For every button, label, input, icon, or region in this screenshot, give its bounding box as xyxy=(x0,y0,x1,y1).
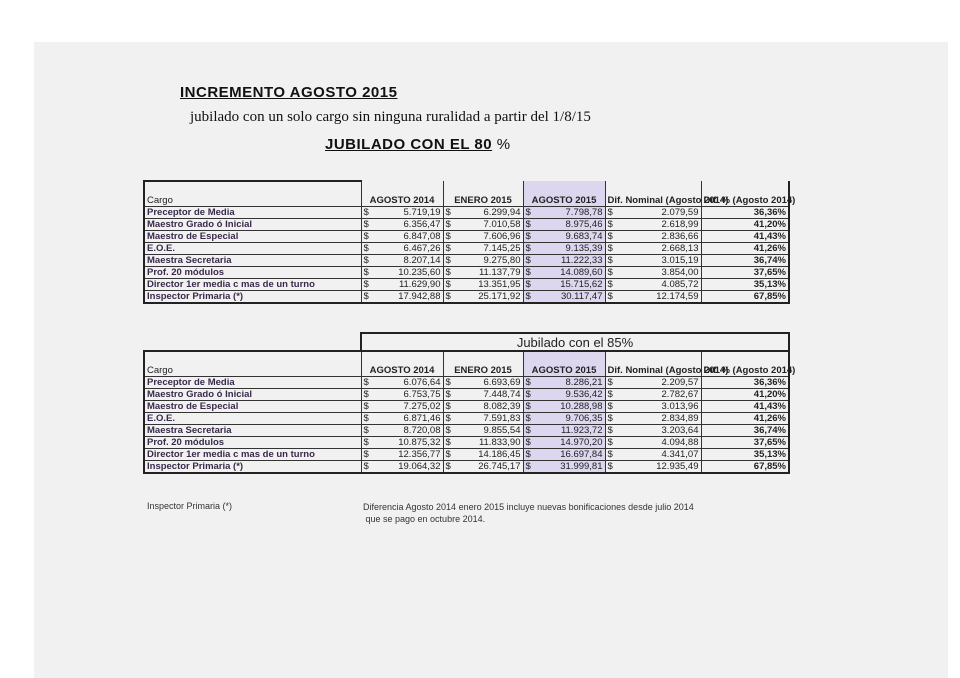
amount: 10.288,98 xyxy=(560,401,603,412)
amount: 4.085,72 xyxy=(661,279,699,290)
money-cell xyxy=(361,461,443,474)
amount: 30.117,47 xyxy=(560,291,603,302)
table-row xyxy=(144,267,789,279)
currency-symbol: $ xyxy=(525,231,531,242)
money-cell xyxy=(523,207,605,219)
amount: 7.010,58 xyxy=(483,219,521,230)
table-row xyxy=(144,425,789,437)
currency-symbol: $ xyxy=(445,461,451,472)
money-cell xyxy=(443,377,523,389)
currency-symbol: $ xyxy=(363,401,369,412)
currency-symbol: $ xyxy=(525,291,531,302)
amount: 11.833,90 xyxy=(478,437,521,448)
table-header-row xyxy=(144,181,789,207)
amount: 19.064,32 xyxy=(398,461,441,472)
currency-symbol: $ xyxy=(525,449,531,460)
money-cell xyxy=(443,291,523,304)
money-cell xyxy=(605,425,701,437)
currency-symbol: $ xyxy=(363,389,369,400)
cargo-cell: Maestro Grado ó Inicial xyxy=(144,219,361,231)
cargo-cell: Inspector Primaria (*) xyxy=(144,461,361,474)
money-cell xyxy=(361,219,443,231)
money-cell xyxy=(523,449,605,461)
amount: 10.235,60 xyxy=(398,267,441,278)
currency-symbol: $ xyxy=(445,413,451,424)
cargo-cell: Inspector Primaria (*) xyxy=(144,291,361,304)
amount: 8.082,39 xyxy=(483,401,521,412)
amount: 3.013,96 xyxy=(661,401,699,412)
amount: 7.275,02 xyxy=(403,401,441,412)
table-row xyxy=(144,291,789,304)
amount: 26.745,17 xyxy=(478,461,521,472)
money-cell xyxy=(523,377,605,389)
money-cell xyxy=(361,243,443,255)
pct-cell: 41,20% xyxy=(701,389,789,401)
currency-symbol: $ xyxy=(525,461,531,472)
currency-symbol: $ xyxy=(525,413,531,424)
currency-symbol: $ xyxy=(363,207,369,218)
currency-symbol: $ xyxy=(525,377,531,388)
section1-pct-sign: % xyxy=(496,136,511,153)
column-header: Cargo xyxy=(144,351,361,377)
amount: 14.186,45 xyxy=(478,449,521,460)
money-cell xyxy=(361,377,443,389)
table-row xyxy=(144,461,789,474)
money-cell xyxy=(523,267,605,279)
currency-symbol: $ xyxy=(607,243,613,254)
currency-symbol: $ xyxy=(445,377,451,388)
pct-cell: 41,43% xyxy=(701,401,789,413)
pct-cell: 67,85% xyxy=(701,461,789,474)
amount: 14.970,20 xyxy=(560,437,603,448)
amount: 11.923,72 xyxy=(560,425,603,436)
amount: 6.356,47 xyxy=(403,219,441,230)
cargo-cell: E.O.E. xyxy=(144,243,361,255)
amount: 5.719,19 xyxy=(403,207,441,218)
money-cell xyxy=(443,449,523,461)
amount: 11.137,79 xyxy=(478,267,521,278)
amount: 2.618,99 xyxy=(661,219,699,230)
amount: 8.975,46 xyxy=(565,219,603,230)
currency-symbol: $ xyxy=(607,267,613,278)
currency-symbol: $ xyxy=(607,461,613,472)
amount: 3.203,64 xyxy=(661,425,699,436)
currency-symbol: $ xyxy=(363,437,369,448)
money-cell xyxy=(605,219,701,231)
currency-symbol: $ xyxy=(445,267,451,278)
amount: 2.836,66 xyxy=(661,231,699,242)
money-cell xyxy=(443,255,523,267)
table-title-row xyxy=(144,333,789,351)
money-cell xyxy=(443,219,523,231)
currency-symbol: $ xyxy=(445,243,451,254)
table-row xyxy=(144,207,789,219)
money-cell xyxy=(605,255,701,267)
currency-symbol: $ xyxy=(445,425,451,436)
currency-symbol: $ xyxy=(525,207,531,218)
currency-symbol: $ xyxy=(445,219,451,230)
amount: 25.171,92 xyxy=(478,291,521,302)
money-cell xyxy=(443,279,523,291)
currency-symbol: $ xyxy=(363,461,369,472)
amount: 3.015,19 xyxy=(661,255,699,266)
money-cell xyxy=(443,425,523,437)
money-cell xyxy=(605,267,701,279)
money-cell xyxy=(361,401,443,413)
pct-cell: 41,20% xyxy=(701,219,789,231)
money-cell xyxy=(443,243,523,255)
currency-symbol: $ xyxy=(363,279,369,290)
amount: 17.942,88 xyxy=(398,291,441,302)
money-cell xyxy=(523,291,605,304)
amount: 7.448,74 xyxy=(483,389,521,400)
pct-cell: 35,13% xyxy=(701,279,789,291)
currency-symbol: $ xyxy=(525,437,531,448)
money-cell xyxy=(361,413,443,425)
footnote-label: Inspector Primaria (*) xyxy=(147,501,233,511)
amount: 9.855,54 xyxy=(483,425,521,436)
cargo-cell: Maestro Grado ó Inicial xyxy=(144,389,361,401)
table-row xyxy=(144,231,789,243)
salary-table-80 xyxy=(143,180,796,304)
amount: 15.715,62 xyxy=(560,279,603,290)
cargo-cell: Maestra Secretaria xyxy=(144,425,361,437)
amount: 12.935,49 xyxy=(656,461,699,472)
cargo-cell: Maestro de Especial xyxy=(144,231,361,243)
table-header-row xyxy=(144,351,789,377)
column-header: AGOSTO 2015 xyxy=(523,351,605,377)
currency-symbol: $ xyxy=(525,267,531,278)
currency-symbol: $ xyxy=(525,279,531,290)
cargo-cell: Prof. 20 módulos xyxy=(144,437,361,449)
money-cell xyxy=(605,243,701,255)
money-cell xyxy=(523,279,605,291)
footnote-text xyxy=(363,501,694,525)
section1-title-text: JUBILADO CON EL 80 xyxy=(325,136,493,153)
currency-symbol: $ xyxy=(607,449,613,460)
amount: 8.720,08 xyxy=(403,425,441,436)
amount: 2.782,67 xyxy=(661,389,699,400)
currency-symbol: $ xyxy=(607,207,613,218)
amount: 8.286,21 xyxy=(565,377,603,388)
amount: 2.079,59 xyxy=(661,207,699,218)
amount: 6.693,69 xyxy=(483,377,521,388)
document-subtitle: jubilado con un solo cargo sin ninguna ruralidad a partir del 1/8/15 xyxy=(190,109,591,125)
column-header: ENERO 2015 xyxy=(443,181,523,207)
money-cell xyxy=(605,449,701,461)
currency-symbol: $ xyxy=(607,219,613,230)
money-cell xyxy=(605,401,701,413)
money-cell xyxy=(361,449,443,461)
amount: 10.875,32 xyxy=(398,437,441,448)
money-cell xyxy=(443,207,523,219)
currency-symbol: $ xyxy=(363,231,369,242)
table-row xyxy=(144,219,789,231)
table-row xyxy=(144,389,789,401)
currency-symbol: $ xyxy=(525,425,531,436)
amount: 14.089,60 xyxy=(560,267,603,278)
amount: 8.207,14 xyxy=(403,255,441,266)
pct-cell: 67,85% xyxy=(701,291,789,304)
currency-symbol: $ xyxy=(525,389,531,400)
currency-symbol: $ xyxy=(445,401,451,412)
money-cell xyxy=(443,389,523,401)
money-cell xyxy=(361,267,443,279)
money-cell xyxy=(605,291,701,304)
amount: 4.094,88 xyxy=(661,437,699,448)
amount: 6.076,64 xyxy=(403,377,441,388)
money-cell xyxy=(605,389,701,401)
currency-symbol: $ xyxy=(607,425,613,436)
amount: 4.341,07 xyxy=(661,449,699,460)
amount: 9.706,35 xyxy=(565,413,603,424)
pct-cell: 37,65% xyxy=(701,437,789,449)
money-cell xyxy=(605,437,701,449)
cargo-cell: Director 1er media c mas de un turno xyxy=(144,279,361,291)
cargo-cell: Maestra Secretaria xyxy=(144,255,361,267)
pct-cell: 36,74% xyxy=(701,255,789,267)
money-cell xyxy=(523,255,605,267)
amount: 11.222,33 xyxy=(560,255,603,266)
pct-cell: 36,36% xyxy=(701,207,789,219)
table-row xyxy=(144,279,789,291)
currency-symbol: $ xyxy=(363,449,369,460)
currency-symbol: $ xyxy=(607,401,613,412)
cargo-cell: E.O.E. xyxy=(144,413,361,425)
amount: 9.536,42 xyxy=(565,389,603,400)
currency-symbol: $ xyxy=(607,231,613,242)
pct-cell: 37,65% xyxy=(701,267,789,279)
pct-cell: 41,26% xyxy=(701,413,789,425)
amount: 6.299,94 xyxy=(483,207,521,218)
amount: 11.629,90 xyxy=(398,279,441,290)
money-cell xyxy=(361,437,443,449)
column-header: AGOSTO 2015 xyxy=(523,181,605,207)
section1-title xyxy=(325,136,511,153)
money-cell xyxy=(523,425,605,437)
money-cell xyxy=(605,231,701,243)
money-cell xyxy=(605,377,701,389)
footnote-line-1: Diferencia Agosto 2014 enero 2015 incluye nuevas bonificaciones desde julio 2014 xyxy=(363,502,694,512)
amount: 6.753,75 xyxy=(403,389,441,400)
money-cell xyxy=(443,437,523,449)
money-cell xyxy=(361,255,443,267)
currency-symbol: $ xyxy=(607,437,613,448)
currency-symbol: $ xyxy=(363,219,369,230)
amount: 2.834,89 xyxy=(661,413,699,424)
amount: 7.606,96 xyxy=(483,231,521,242)
table-title: Jubilado con el 85% xyxy=(361,333,789,351)
table-row xyxy=(144,413,789,425)
currency-symbol: $ xyxy=(445,389,451,400)
money-cell xyxy=(443,267,523,279)
table-row xyxy=(144,377,789,389)
currency-symbol: $ xyxy=(445,449,451,460)
amount: 6.467,26 xyxy=(403,243,441,254)
currency-symbol: $ xyxy=(525,401,531,412)
money-cell xyxy=(605,207,701,219)
amount: 7.145,25 xyxy=(483,243,521,254)
money-cell xyxy=(361,425,443,437)
money-cell xyxy=(523,243,605,255)
pct-cell: 41,43% xyxy=(701,231,789,243)
currency-symbol: $ xyxy=(607,377,613,388)
column-header: Cargo xyxy=(144,181,361,207)
amount: 9.683,74 xyxy=(565,231,603,242)
column-header: Dif. Nominal (Agosto 2014) xyxy=(605,351,701,377)
money-cell xyxy=(523,437,605,449)
column-header: Dif. % (Agosto 2014) xyxy=(701,351,789,377)
currency-symbol: $ xyxy=(445,437,451,448)
cargo-cell: Director 1er media c mas de un turno xyxy=(144,449,361,461)
money-cell xyxy=(361,231,443,243)
currency-symbol: $ xyxy=(363,243,369,254)
salary-table-85 xyxy=(143,332,796,474)
amount: 12.174,59 xyxy=(656,291,699,302)
money-cell xyxy=(443,231,523,243)
money-cell xyxy=(605,413,701,425)
table-row xyxy=(144,401,789,413)
currency-symbol: $ xyxy=(445,207,451,218)
table-row xyxy=(144,449,789,461)
money-cell xyxy=(523,231,605,243)
currency-symbol: $ xyxy=(607,389,613,400)
cargo-cell: Maestro de Especial xyxy=(144,401,361,413)
amount: 13.351,95 xyxy=(478,279,521,290)
money-cell xyxy=(443,461,523,474)
cargo-cell: Preceptor de Media xyxy=(144,377,361,389)
pct-cell: 41,26% xyxy=(701,243,789,255)
currency-symbol: $ xyxy=(363,291,369,302)
currency-symbol: $ xyxy=(363,425,369,436)
currency-symbol: $ xyxy=(445,231,451,242)
currency-symbol: $ xyxy=(363,255,369,266)
money-cell xyxy=(523,401,605,413)
money-cell xyxy=(443,401,523,413)
money-cell xyxy=(523,389,605,401)
money-cell xyxy=(361,279,443,291)
table-title-blank xyxy=(144,333,361,351)
amount: 31.999,81 xyxy=(560,461,603,472)
money-cell xyxy=(605,461,701,474)
column-header: ENERO 2015 xyxy=(443,351,523,377)
table-row xyxy=(144,243,789,255)
currency-symbol: $ xyxy=(363,377,369,388)
currency-symbol: $ xyxy=(607,255,613,266)
pct-cell: 35,13% xyxy=(701,449,789,461)
amount: 7.591,83 xyxy=(483,413,521,424)
money-cell xyxy=(361,207,443,219)
column-header: AGOSTO 2014 xyxy=(361,181,443,207)
amount: 2.209,57 xyxy=(661,377,699,388)
pct-cell: 36,74% xyxy=(701,425,789,437)
currency-symbol: $ xyxy=(607,291,613,302)
amount: 3.854,00 xyxy=(661,267,699,278)
amount: 7.798,78 xyxy=(565,207,603,218)
currency-symbol: $ xyxy=(607,279,613,290)
amount: 6.847,08 xyxy=(403,231,441,242)
currency-symbol: $ xyxy=(445,279,451,290)
amount: 2.668,13 xyxy=(661,243,699,254)
footnote-line-2: que se pago en octubre 2014. xyxy=(363,514,486,524)
money-cell xyxy=(523,219,605,231)
currency-symbol: $ xyxy=(445,255,451,266)
table-row xyxy=(144,255,789,267)
table-row xyxy=(144,437,789,449)
document-title: INCREMENTO AGOSTO 2015 xyxy=(180,84,398,101)
currency-symbol: $ xyxy=(525,243,531,254)
currency-symbol: $ xyxy=(607,413,613,424)
currency-symbol: $ xyxy=(525,219,531,230)
currency-symbol: $ xyxy=(363,267,369,278)
cargo-cell: Preceptor de Media xyxy=(144,207,361,219)
money-cell xyxy=(361,291,443,304)
money-cell xyxy=(605,279,701,291)
column-header: Dif. % (Agosto 2014) xyxy=(701,181,789,207)
amount: 16.697,84 xyxy=(560,449,603,460)
currency-symbol: $ xyxy=(525,255,531,266)
pct-cell: 36,36% xyxy=(701,377,789,389)
cargo-cell: Prof. 20 módulos xyxy=(144,267,361,279)
currency-symbol: $ xyxy=(363,413,369,424)
amount: 12.356,77 xyxy=(398,449,441,460)
column-header: Dif. Nominal (Agosto 2014) xyxy=(605,181,701,207)
money-cell xyxy=(523,461,605,474)
money-cell xyxy=(361,389,443,401)
column-header: AGOSTO 2014 xyxy=(361,351,443,377)
amount: 9.275,80 xyxy=(483,255,521,266)
money-cell xyxy=(523,413,605,425)
currency-symbol: $ xyxy=(445,291,451,302)
amount: 6.871,46 xyxy=(403,413,441,424)
money-cell xyxy=(443,413,523,425)
amount: 9.135,39 xyxy=(565,243,603,254)
